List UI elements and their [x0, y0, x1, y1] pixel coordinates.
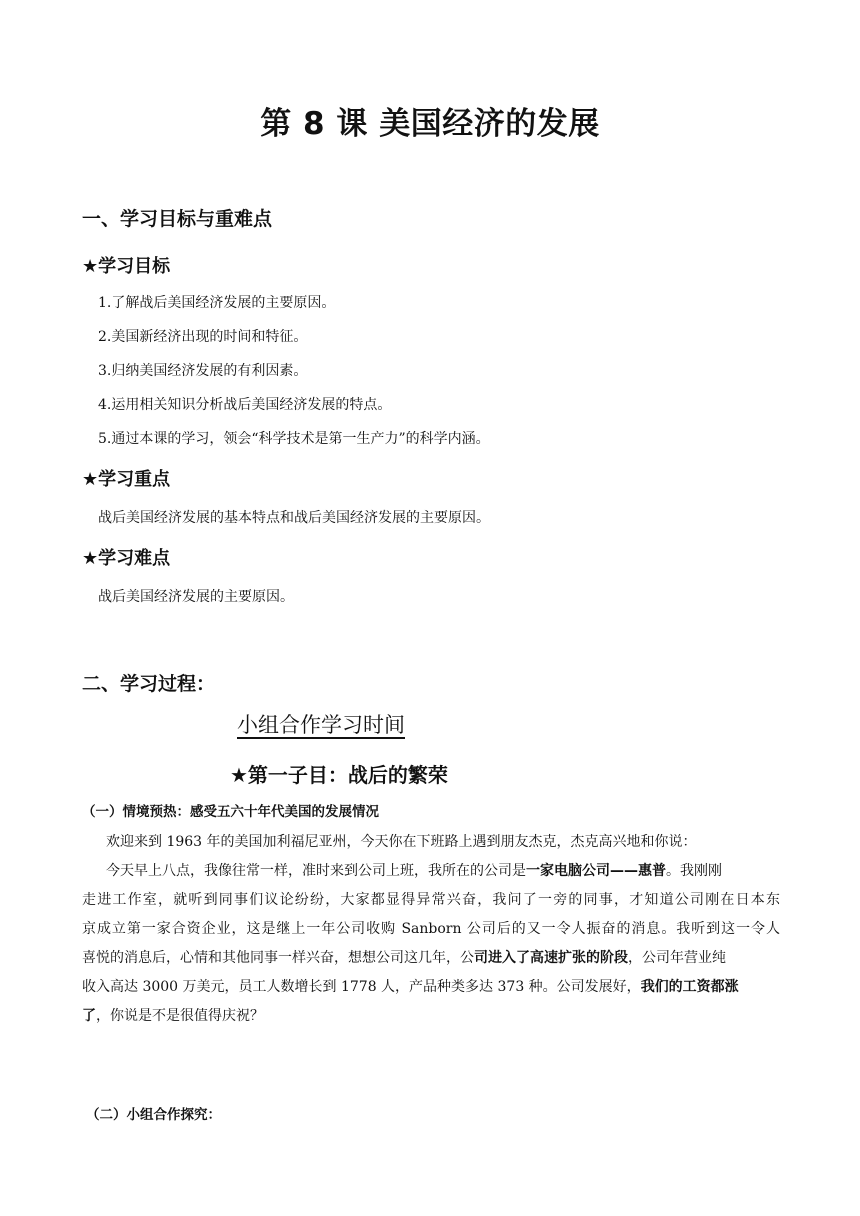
goal-item: 3.归纳美国经济发展的有利因素。	[98, 363, 308, 379]
part1-heading: （一）情境预热：感受五六十年代美国的发展情况	[82, 804, 379, 820]
key-points-heading: ★学习重点	[82, 469, 171, 490]
story-text: ，你说是不是很值得庆祝？	[96, 1008, 264, 1024]
goal-item: 1.了解战后美国经济发展的主要原因。	[98, 295, 336, 311]
goal-item: 5.通过本课的学习，领会“科学技术是第一生产力”的科学内涵。	[98, 431, 490, 447]
part2-heading: （二）小组合作探究：	[86, 1107, 221, 1123]
page-title: 第 8 课 美国经济的发展	[260, 106, 600, 142]
story-emphasis: 司进入了高速扩张的阶段	[474, 950, 628, 966]
goals-heading: ★学习目标	[82, 256, 171, 277]
story-emphasis: 一家电脑公司——惠普	[526, 863, 666, 879]
story-line	[82, 944, 780, 973]
story-emphasis: 我们的工资都涨	[640, 979, 739, 995]
story-text: ，公司年营业纯	[628, 950, 726, 966]
story-text: 收入高达 3000 万美元，员工人数增长到 1778 人，产品种类多达 373 种。公司发展好，	[82, 979, 641, 995]
story-line: 京成立第一家合资企业，这是继上一年公司收购 Sanborn 公司后的又一令人振奋的消息。我听到这一令人	[82, 921, 780, 937]
group-study-title: 小组合作学习时间	[237, 713, 405, 737]
goal-item: 2.美国新经济出现的时间和特征。	[98, 329, 308, 345]
key-points-text: 战后美国经济发展的基本特点和战后美国经济发展的主要原因。	[98, 510, 490, 526]
section-heading-objectives: 一、学习目标与重难点	[82, 208, 273, 230]
difficulty-text: 战后美国经济发展的主要原因。	[98, 589, 294, 605]
story-text: 喜悦的消息后，心情和其他同事一样兴奋，想想公司这几年，公	[82, 950, 474, 966]
difficulty-heading: ★学习难点	[82, 548, 171, 569]
story-paragraph	[82, 857, 780, 1031]
goal-item: 4.运用相关知识分析战后美国经济发展的特点。	[98, 397, 392, 413]
story-text: 今天早上八点，我像往常一样，准时来到公司上班，我所在的公司是	[106, 863, 526, 879]
story-text: 。我刚刚	[666, 863, 722, 879]
story-line	[82, 973, 780, 1002]
intro-line: 欢迎来到 1963 年的美国加利福尼亚州，今天你在下班路上遇到朋友杰克，杰克高兴地和你说：	[106, 834, 697, 850]
story-line: 走进工作室，就听到同事们议论纷纷，大家都显得异常兴奋，我问了一旁的同事，才知道公司刚在日本东	[82, 892, 780, 908]
story-line	[82, 1002, 780, 1031]
story-line	[82, 857, 780, 886]
subtopic-title: ★第一子目：战后的繁荣	[230, 763, 448, 787]
section-heading-process: 二、学习过程：	[82, 673, 216, 695]
story-emphasis: 了	[82, 1008, 96, 1024]
